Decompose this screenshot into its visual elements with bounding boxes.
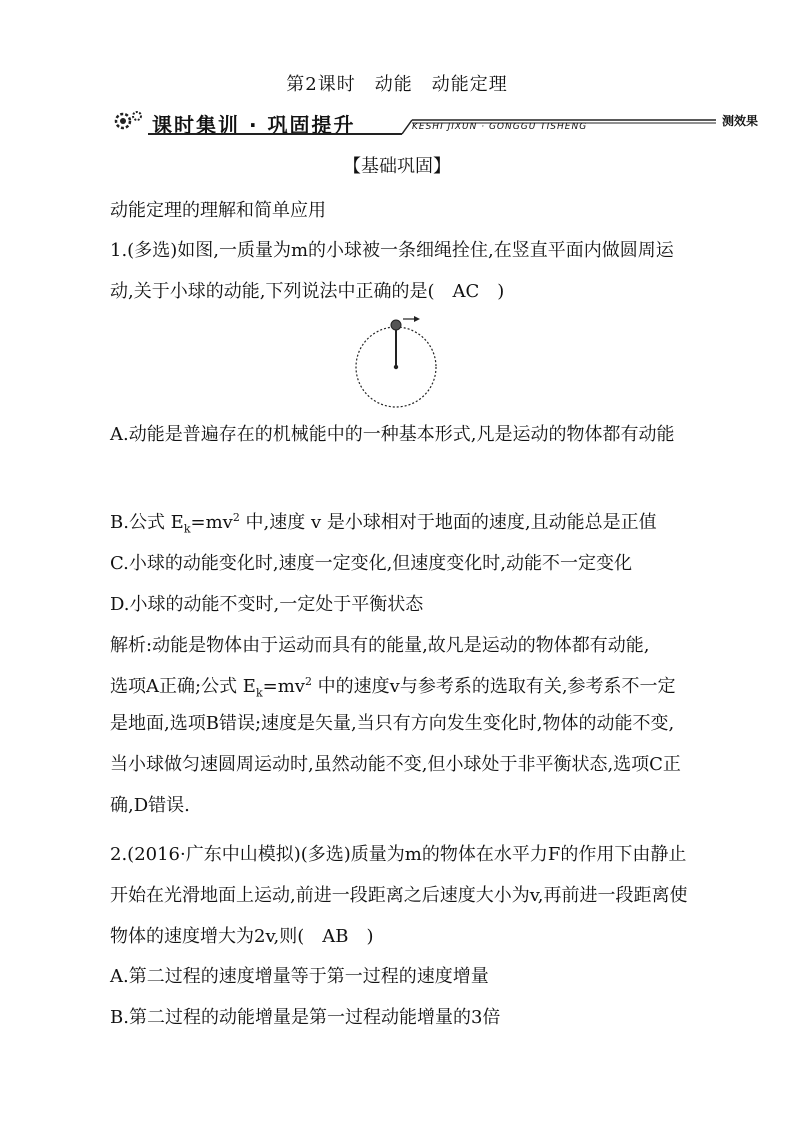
question-2-option-b: B.第二过程的动能增量是第一过程动能增量的3倍: [110, 1007, 501, 1028]
question-1-option-d: D.小球的动能不变时,一定处于平衡状态: [110, 594, 424, 615]
banner-title: 课时集训 · 巩固提升: [152, 113, 356, 137]
question-1-option-c: C.小球的动能变化时,速度一定变化,但速度变化时,动能不一定变化: [110, 553, 633, 574]
question-1-option-b: B.公式 $E_k=mv^2$ 中,速度 v 是小球相对于地面的速度,且动能总是正值: [110, 511, 657, 536]
question-1-stem: 1.(多选)如图,一质量为m的小球被一条细绳拴住,在竖直平面内做圆周运动,关于小球的动能,下列说法中正确的是( AC ): [110, 240, 674, 302]
question-2-option-a: A.第二过程的速度增量等于第一过程的速度增量: [110, 966, 489, 987]
banner-subtitle: KESHI JIXUN · GONGGU TISHENG: [412, 122, 588, 132]
question-1-option-a: A.动能是普遍存在的机械能中的一种基本形式,凡是运动的物体都有动能: [110, 424, 675, 445]
section-title: 【基础巩固】: [343, 156, 451, 177]
section-banner: [112, 106, 772, 138]
page-title: 第2课时 动能 动能定理: [286, 74, 508, 95]
topic-heading: 动能定理的理解和简单应用: [110, 200, 326, 221]
banner-badge: 测效果: [721, 114, 758, 128]
question-1-analysis-line-1: 解析:动能是物体由于运动而具有的能量,故凡是运动的物体都有动能,: [110, 635, 650, 656]
question-1-analysis-line-2: 选项A正确;公式 $E_k=mv^2$ 中的速度v与参考系的选取有关,参考系不一定: [110, 675, 676, 700]
question-2-stem: 2.(2016·广东中山模拟)(多选)质量为m的物体在水平力F的作用下由静止开始在光滑地面上运动,前进一段距离之后速度大小为v,再前进一段距离使物体的速度增大为2v,则( AB ): [110, 844, 688, 947]
circular-motion-figure: [350, 312, 442, 412]
question-1-analysis-rest: 是地面,选项B错误;速度是矢量,当只有方向发生变化时,物体的动能不变,当小球做匀速圆周运动时,虽然动能不变,但小球处于非平衡状态,选项C正确,D错误.: [110, 713, 681, 816]
